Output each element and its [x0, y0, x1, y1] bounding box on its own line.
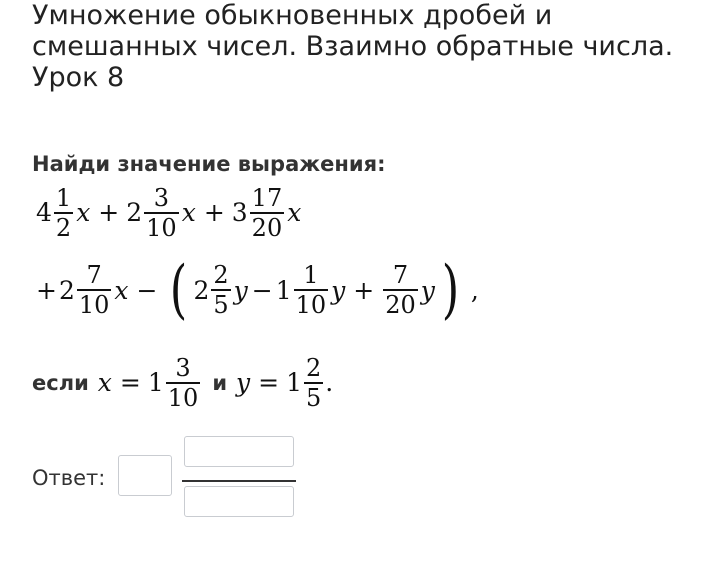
comma: ,	[470, 275, 479, 305]
term5-whole: 2	[193, 275, 210, 305]
term4-denominator: 10	[78, 290, 110, 319]
expression-line-1	[36, 184, 302, 242]
variable-x: x	[114, 275, 129, 305]
y-value-numerator: 2	[306, 354, 322, 382]
page-title: Умножение обыкновенных дробей и смешанных чисел. Взаимно обратные числа. Урок 8	[32, 0, 674, 93]
term2-whole: 2	[126, 198, 143, 228]
term6-whole: 1	[275, 275, 292, 305]
y-value-denominator: 5	[306, 383, 322, 412]
term2-fraction	[144, 184, 179, 242]
minus-sign: −	[136, 275, 158, 305]
term4-whole: 2	[58, 275, 75, 305]
term1-numerator: 1	[55, 184, 72, 212]
minus-sign: −	[251, 275, 273, 305]
answer-numerator-input[interactable]	[184, 436, 294, 467]
equals-sign: =	[119, 368, 141, 398]
x-value-fraction	[166, 354, 201, 412]
term6-numerator: 1	[303, 261, 319, 290]
plus-sign: +	[353, 275, 375, 305]
x-value-denominator: 10	[167, 383, 199, 412]
expression-line-2	[36, 253, 479, 327]
term3-denominator: 20	[251, 213, 283, 242]
variable-x: x	[181, 198, 196, 228]
x-value-whole: 1	[147, 368, 164, 398]
term2-numerator: 3	[153, 184, 170, 212]
term7-numerator: 7	[392, 261, 409, 290]
period: .	[325, 368, 334, 398]
term3-numerator: 17	[251, 184, 283, 212]
right-parenthesis: )	[441, 253, 460, 327]
condition-line	[32, 354, 333, 412]
variable-x: x	[287, 198, 302, 228]
term1-denominator: 2	[55, 213, 72, 242]
if-word: если	[32, 370, 89, 395]
equals-sign: =	[258, 368, 280, 398]
plus-sign: +	[98, 198, 120, 228]
term5-fraction	[211, 261, 230, 319]
variable-y: y	[233, 275, 248, 305]
and-word: и	[212, 370, 228, 395]
variable-x: x	[76, 198, 91, 228]
plus-sign: +	[36, 275, 57, 305]
term1-fraction	[54, 184, 73, 242]
term3-fraction	[250, 184, 285, 242]
plus-sign: +	[203, 198, 225, 228]
term6-denominator: 10	[295, 290, 327, 319]
term1-whole: 4	[36, 198, 52, 228]
term3-whole: 3	[231, 198, 248, 228]
term4-numerator: 7	[86, 261, 102, 290]
variable-y: y	[331, 275, 346, 305]
variable-x: x	[97, 368, 112, 398]
answer-denominator-input[interactable]	[184, 486, 294, 517]
y-value-fraction	[304, 354, 323, 412]
answer-label: Ответ:	[32, 466, 106, 490]
y-value-whole: 1	[286, 368, 303, 398]
term5-denominator: 5	[213, 290, 229, 319]
term4-fraction	[77, 261, 112, 319]
variable-y: y	[420, 275, 435, 305]
x-value-numerator: 3	[175, 354, 191, 382]
term6-fraction	[294, 261, 329, 319]
term5-numerator: 2	[213, 261, 229, 290]
answer-fraction-bar	[182, 480, 296, 482]
term7-fraction	[383, 261, 418, 319]
term2-denominator: 10	[146, 213, 177, 242]
variable-y: y	[236, 368, 251, 398]
left-parenthesis: (	[170, 253, 188, 327]
term7-denominator: 20	[385, 290, 416, 319]
answer-whole-input[interactable]	[118, 455, 172, 496]
task-prompt: Найди значение выражения:	[32, 152, 386, 176]
